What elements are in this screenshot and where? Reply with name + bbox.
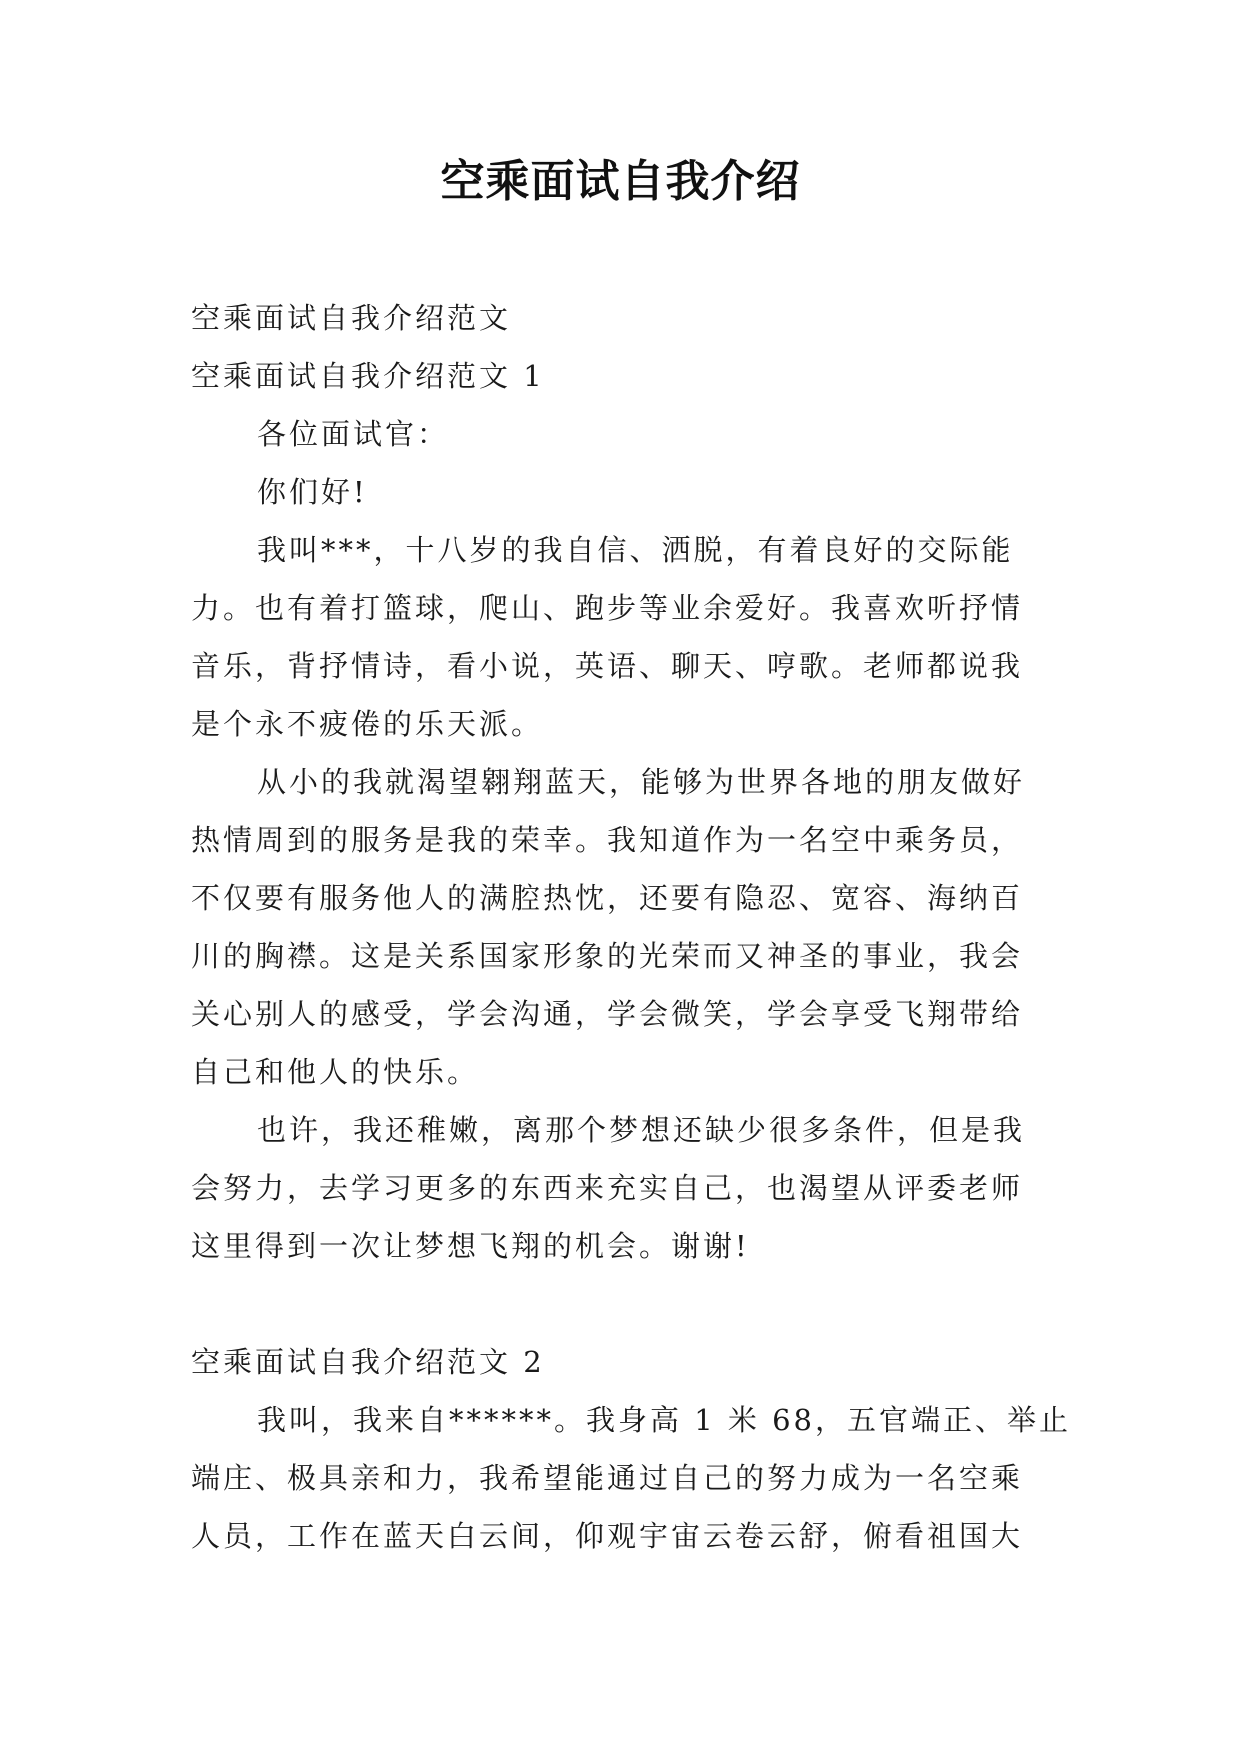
salutation: 各位面试官： (257, 417, 450, 451)
paragraph-line: 自己和他人的快乐。 (191, 1055, 480, 1089)
paragraph-line: 我叫，我来自******。我身高 1 米 68，五官端正、举止 (257, 1403, 1072, 1437)
section-gap (191, 1275, 1051, 1333)
paragraph-line: 我叫***，十八岁的我自信、洒脱，有着良好的交际能 (257, 533, 1014, 567)
paragraph-1 (191, 521, 1051, 753)
paragraph-line: 人员，工作在蓝天白云间，仰观宇宙云卷云舒，俯看祖国大 (191, 1519, 1024, 1553)
document-body (191, 289, 1072, 1565)
paragraph-line: 端庄、极具亲和力，我希望能通过自己的努力成为一名空乘 (191, 1461, 1024, 1495)
heading-main: 空乘面试自我介绍范文 (191, 301, 512, 335)
paragraph-line: 关心别人的感受，学会沟通，学会微笑，学会享受飞翔带给 (191, 997, 1024, 1031)
heading-sample-2: 空乘面试自我介绍范文 2 (191, 1345, 545, 1379)
paragraph-line: 从小的我就渴望翱翔蓝天，能够为世界各地的朋友做好 (257, 765, 1026, 799)
paragraph-2 (191, 753, 1051, 1101)
paragraph-4 (191, 1391, 1072, 1565)
paragraph-line: 这里得到一次让梦想飞翔的机会。谢谢! (191, 1229, 750, 1263)
paragraph-3 (191, 1101, 1051, 1275)
paragraph-line: 力。也有着打篮球，爬山、跑步等业余爱好。我喜欢听抒情 (191, 591, 1024, 625)
paragraph-line: 不仅要有服务他人的满腔热忱，还要有隐忍、宽容、海纳百 (191, 881, 1024, 915)
paragraph-line: 也许，我还稚嫩，离那个梦想还缺少很多条件，但是我 (257, 1113, 1026, 1147)
paragraph-line: 热情周到的服务是我的荣幸。我知道作为一名空中乘务员， (191, 823, 1024, 857)
paragraph-line: 是个永不疲倦的乐天派。 (191, 707, 544, 741)
paragraph-line: 会努力，去学习更多的东西来充实自己，也渴望从评委老师 (191, 1171, 1024, 1205)
paragraph-line: 川的胸襟。这是关系国家形象的光荣而又神圣的事业，我会 (191, 939, 1024, 973)
document-title: 空乘面试自我介绍 (440, 156, 801, 207)
paragraph-line: 音乐，背抒情诗，看小说，英语、聊天、哼歌。老师都说我 (191, 649, 1024, 683)
greeting: 你们好! (257, 475, 368, 509)
heading-sample-1: 空乘面试自我介绍范文 1 (191, 359, 545, 393)
